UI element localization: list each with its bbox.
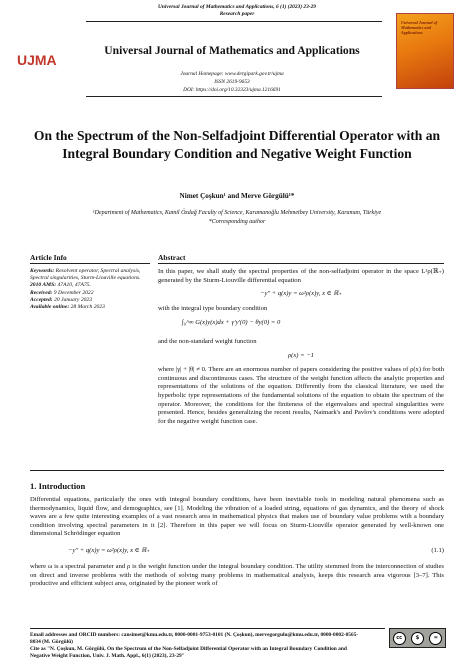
msc-value: 47A10, 47A75. <box>57 282 91 289</box>
ujma-logo-icon <box>17 52 69 68</box>
corresponding-author-note: *Corresponding author <box>208 219 266 225</box>
section-divider <box>30 470 444 471</box>
abstract-heading: Abstract <box>158 253 186 262</box>
equation-1-1-body: −y″ + q(x)y = ω²ρ(x)y, x ∈ ℝ₊ <box>68 547 150 554</box>
cover-title: Universal Journal of Mathematics and Applications <box>401 20 438 35</box>
article-doi: DOI: https://doi.org/10.32323/ujma.1216691 <box>183 87 281 93</box>
abstract-equation-1: −y″ + q(x)y = ω²ρ(x)y, x ∈ ℝ₊ <box>260 290 342 298</box>
noncommercial-icon: $ <box>411 632 424 645</box>
keywords-label: Keywords: <box>30 268 55 274</box>
article-info-heading: Article Info <box>30 253 67 262</box>
author-affiliation: ¹Department of Mathematics, Kamil Özdağ Faculty of Science, Karamanoğlu Mehmetbey University, Karaman, Türkiye <box>92 210 382 216</box>
abstract-paragraph-4: where |γ| + |θ| ≠ 0. There are an enormous number of papers considering the positive values of ρ(x) for both continuous and discontinuous cases. The structure of the weight function affects the analytic properties and representations of the solutions of the equation. Differently from the classical literature, we used the hyperbolic type representations of the fundamental solutions of the equation to obtain the spectrum of the operator. Moreover, the conditions for the finiteness of the eigenvalues and spectral singularities were presented. Hence, besides generalizing the recent results, Naimark's and Pavlov's conditions were adopted for the negative weight function case. <box>158 366 444 425</box>
cc-icon: cc <box>393 632 406 645</box>
introduction-heading: 1. Introduction <box>30 481 86 491</box>
abstract-body <box>158 268 444 431</box>
paper-authors: Nimet Çoşkun¹ and Merve Görgülü¹* <box>179 192 295 200</box>
footer-emails: Email addresses and ORCID numbers: cansimet@kmu.edu.tr, 0000-0001-9753-0101 (N. Çoşkun), mervegorgulu@kmu.edu.tr, 0000-0002-0565-8034 (M. Görgülü) <box>30 632 359 645</box>
footer-block <box>30 632 360 660</box>
abstract-paragraph-3: and the non-standard weight function <box>158 337 257 345</box>
header-rule-bottom <box>86 96 382 97</box>
abstract-equation-3: ρ(x) = −1 <box>288 351 314 359</box>
journal-logo <box>17 52 69 68</box>
footer-citation: Cite as "N. Çoşkun, M. Görgülü, On the Spectrum of the Non-Selfadjoint Differential Operator with an Integral Boundary Condition and Negative Weight Function, Univ. J. Math. Appl., 6(1) (2023), 23-29" <box>30 646 347 659</box>
received-value: 9 December 2022 <box>53 289 94 296</box>
journal-cover-image <box>396 13 454 89</box>
msc-line <box>30 282 150 289</box>
abstract-rule <box>158 263 444 264</box>
header-rule-top <box>86 21 382 22</box>
footer-rule <box>30 628 385 629</box>
accepted-line <box>30 297 150 304</box>
cc-license-badge[interactable] <box>389 628 446 648</box>
online-value: 28 March 2023 <box>70 304 105 311</box>
paper-type: Research paper <box>219 11 255 17</box>
journal-homepage: Journal Homepage: www.dergipark.gov.tr/ujma <box>180 71 284 77</box>
paper-title: On the Spectrum of the Non-Selfadjoint Differential Operator with an Integral Boundary Condition and Negative Weight Function <box>33 128 441 161</box>
logo-lettering: UJMA <box>17 52 57 68</box>
accepted-label: Accepted: <box>30 296 53 303</box>
introduction-paragraph-2: where ω is a spectral parameter and ρ is the weight function under the integral boundary condition. The utility stemmed from the interconnection of studies on direct and inverse problems with the methods of solving many problems in mathematical analysis, keeps this research area vigorous [3–7]. This productive and efficient subject area, originated by the pioneer work of <box>30 563 444 588</box>
keywords-line <box>30 268 150 282</box>
accepted-value: 20 January 2023 <box>54 296 93 303</box>
noderivatives-icon: = <box>429 632 442 645</box>
equation-1-1-number: (1.1) <box>431 547 444 554</box>
abstract-equation-2: ∫₀^∞ G(x)y(x)dx + γ′y′(0) − θy(0) = 0 <box>182 319 281 327</box>
journal-citation-line: Universal Journal of Mathematics and Applications, 6 (1) (2023) 23-29 <box>158 4 316 10</box>
introduction-paragraph-1: Differential equations, particularly the ones with integral boundary conditions, have been inevitable tools in modeling natural phenomena such as thermodynamics, liquid flow, and demographics, see [1]. Modeling the vibration of a loaded string, equations of gas dynamics, and the theory of shock waves are a few quite interesting examples of a vast research area in mathematical physics that makes use of boundary value problems with a boundary condition involving spectral parameters in it [2]. Therefore in this paper we will focus on Sturm-Liouville operator generated by well-known one dimensional Schrödinger equation <box>30 496 444 538</box>
received-line <box>30 290 150 297</box>
journal-title: Universal Journal of Mathematics and Applications <box>104 44 360 57</box>
online-label: Available online: <box>30 304 70 311</box>
received-label: Received: <box>30 289 53 296</box>
abstract-paragraph-2: with the integral type boundary condition <box>158 304 268 312</box>
msc-label: 2010 AMS: <box>30 282 57 289</box>
article-info-rule <box>30 263 150 264</box>
online-line <box>30 304 150 311</box>
abstract-paragraph-1: In this paper, we shall study the spectral properties of the non-selfadjoint operator in the space L²ρ(ℝ₊) generated by the Sturm-Liouville differential equation <box>158 268 444 284</box>
article-info-block <box>30 268 150 311</box>
journal-issn: ISSN 2619-9653 <box>214 79 250 85</box>
keywords-value: Resolvent operator, Spectral analysis, Spectral singularities, Sturm-Liouville equations. <box>30 268 141 282</box>
